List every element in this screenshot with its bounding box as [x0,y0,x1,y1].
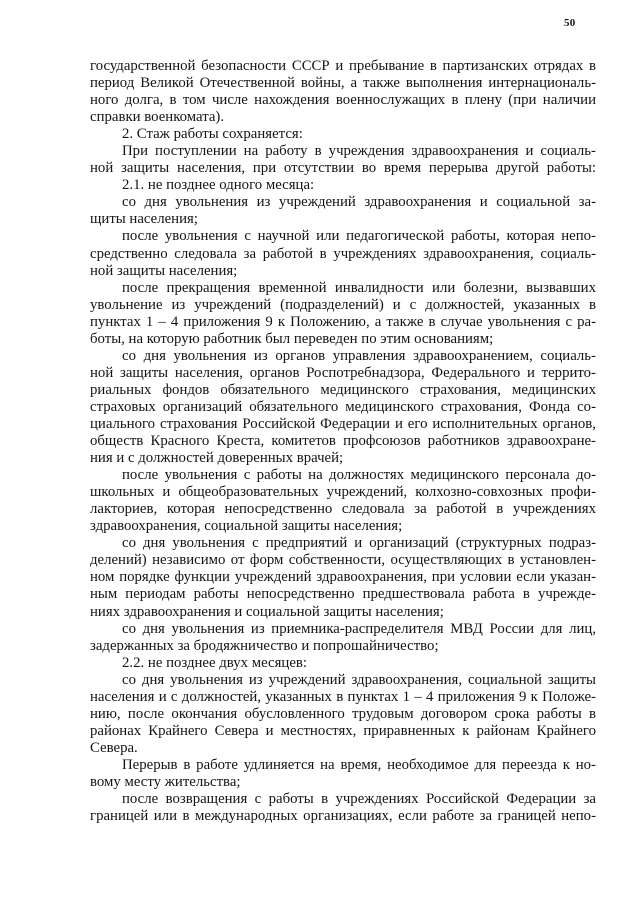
text-line: лакториев, которая непосредственно следовала за работой в учреждениях [90,501,596,518]
text-line: школьных и общеобразовательных учреждений, колхозно-совхозных профи- [90,484,597,501]
text-line: ного долга, в том числе нахождения военнослужащих в плену (при наличии [90,92,596,109]
text-line: нию, после окончания обусловленного трудовым договором срока работы в [90,705,596,722]
text-line: увольнение из учреждений (подразделений) и с должностей, указанных в [90,296,597,313]
text-line: 2.2. не позднее двух месяцев: [122,654,308,671]
text-line: со дня увольнения из органов управления здравоохранением, социаль- [122,347,596,364]
text-line: вому месту жительства; [90,773,241,790]
text-line: справки военкомата). [90,109,225,126]
text-line: ния и с должностей доверенных врачей; [90,450,344,467]
text-line: боты, на которую работник был переведен по этим основаниям; [90,330,494,347]
text-line: после прекращения временной инвалидности или болезни, вызвавших [122,279,596,296]
text-line: ным периодам работы непосредственно предшествовала работа в учрежде- [90,586,596,603]
text-line: 2.1. не позднее одного месяца: [122,177,315,194]
body-text [90,58,596,825]
text-line: пунктах 1 – 4 приложения 9 к Положению, а также в случае увольнения с ра- [90,313,596,330]
text-line: щиты населения; [90,211,198,228]
text-line: период Великой Отечественной войны, а также выполнения интернациональ- [90,75,596,92]
text-line: здравоохранения, социальной защиты населения; [90,518,403,535]
text-line: государственной безопасности СССР и пребывание в партизанских отрядах в [90,58,597,74]
text-line: со дня увольнения из учреждений здравоохранения, социальной защиты [122,671,596,688]
text-line: ной защиты населения, органов Роспотребнадзора, Федерального и террито- [90,364,596,381]
text-line: Перерыв в работе удлиняется на время, необходимое для переезда к но- [122,756,596,773]
text-line: после увольнения с работы на должностях медицинского персонала до- [122,467,596,484]
text-line: населения и с должностей, указанных в пунктах 1 – 4 приложения 9 к Положе- [90,688,596,705]
text-line: страховых организаций обязательного медицинского страхования, Фонда со- [90,398,596,415]
text-line: после возвращения с работы в учреждениях Российской Федерации за [122,791,596,808]
text-line: средственно следовала за работой в учреждениях здравоохранения, социаль- [90,245,596,262]
text-line: При поступлении на работу в учреждения здравоохранения и социаль- [122,143,596,160]
text-line: со дня увольнения с предприятий и организаций (структурных подраз- [122,535,596,552]
text-line: после увольнения с научной или педагогической работы, которая непо- [122,228,596,245]
text-line: задержанных за бродяжничество и попрошайничество; [90,637,439,654]
text-line: со дня увольнения из учреждений здравоохранения и социальной за- [122,194,596,211]
text-line: районах Крайнего Севера и местностях, приравненных к районам Крайнего [90,722,596,739]
text-line: ниях здравоохранения и социальной защиты населения; [90,603,444,620]
page-number: 50 [564,17,576,29]
text-line: со дня увольнения из приемника-распределителя МВД России для лиц, [122,620,596,637]
text-line: границей или в международных организациях, если работе за границей непо- [90,808,596,825]
text-line: делений) независимо от форм собственности, осуществляющих в установлен- [90,552,596,569]
text-line: риальных фондов обязательного медицинского страхования, медицинских [90,381,597,398]
text-line: обществ Красного Креста, комитетов профсоюзов работников здравоохране- [90,433,596,450]
text-line: Севера. [90,739,138,756]
text-line: ной защиты населения, при отсутствии во время перерыва другой работы: [90,160,596,177]
text-line: ной защиты населения; [90,262,238,279]
text-line: ном порядке функции учреждений здравоохранения, при условии если указан- [90,569,596,586]
text-line: циального страхования Российской Федерации и его исполнительных органов, [90,415,596,432]
text-line: 2. Стаж работы сохраняется: [122,126,303,143]
